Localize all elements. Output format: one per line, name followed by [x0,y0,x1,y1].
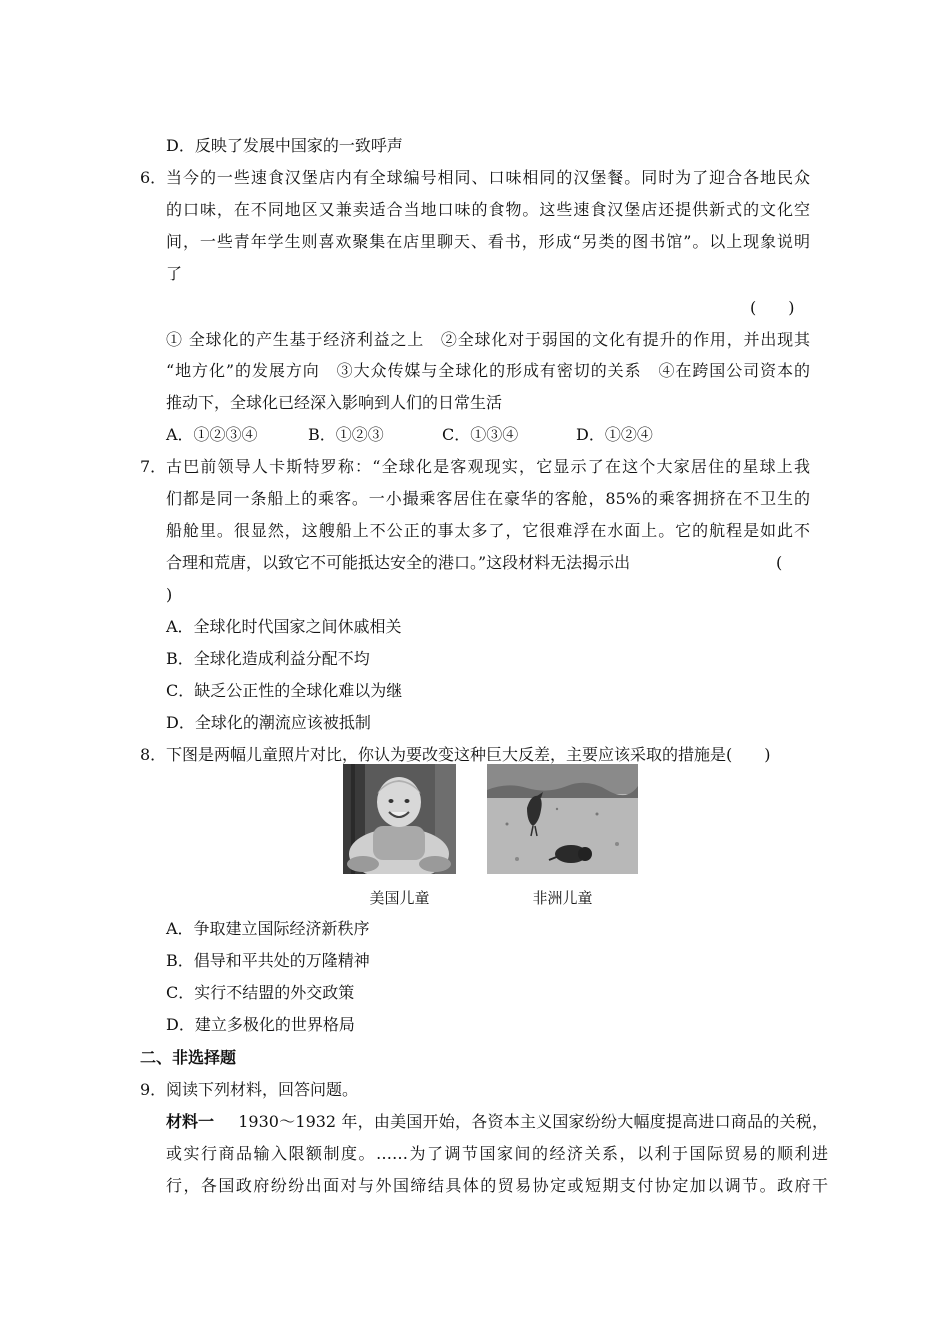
american-child-caption: 美国儿童 [369,889,430,907]
q6-option-c: C．①③④ [442,425,519,444]
q7-stem-line: 合理和荒唐，以致它不可能抵达安全的港口。”这段材料无法揭示出 [166,553,631,572]
q6-number: 6． [140,168,167,187]
q7-option-b: B．全球化造成利益分配不均 [166,649,370,668]
q7-option-c: C．缺乏公正性的全球化难以为继 [166,681,403,700]
q6-statement-line: ① 全球化的产生基于经济利益之上 ②全球化对于弱国的文化有提升的作用，并出现其 [166,330,810,349]
african-child-photo [487,764,638,874]
q9-material-line: 1930～1932 年，由美国开始，各资本主义国家纷纷大幅度提高进口商品的关税， [222,1112,828,1131]
q7-stem-line: 们都是同一条船上的乘客。一小撮乘客居住在豪华的客舱，85%的乘客拥挤在不卫生的 [166,489,810,508]
q6-option-d: D．①②④ [576,425,653,444]
q6-statement-line: 推动下，全球化已经深入影响到人们的日常生活 [166,393,503,412]
q9-number: 9． [140,1080,167,1099]
q7-option-d: D．全球化的潮流应该被抵制 [166,713,371,732]
q6-stem-line: 了 [166,264,183,283]
q8-option-b: B．倡导和平共处的万隆精神 [166,951,370,970]
q9-material-label: 材料一 [166,1112,215,1131]
q9-material-line: 行，各国政府纷纷出面对与外国缔结具体的贸易协定或短期支付协定加以调节。政府干 [166,1176,828,1195]
q7-number: 7． [140,457,167,476]
q7-stem-line: 古巴前领导人卡斯特罗称：“全球化是客观现实，它显示了在这个大家居住的星球上我 [166,457,810,476]
q9-stem: 阅读下列材料，回答问题。 [166,1080,359,1099]
q7-bracket-open: ( [776,553,783,572]
q6-option-b: B．①②③ [308,425,384,444]
q8-stem: 下图是两幅儿童照片对比，你认为要改变这种巨大反差，主要应该采取的措施是( ) [166,745,771,764]
q9-material-line: 或实行商品输入限额制度。……为了调节国家间的经济关系，以利于国际贸易的顺利进 [166,1144,828,1163]
section-title: 二、非选择题 [140,1048,237,1067]
q7-stem-line: 船舱里。很显然，这艘船上不公正的事太多了，它很难浮在水面上。它的航程是如此不 [166,521,810,540]
q8-option-d: D．建立多极化的世界格局 [166,1015,355,1034]
q6-stem-line: 当今的一些速食汉堡店内有全球编号相同、口味相同的汉堡餐。同时为了迎合各地民众 [166,168,810,187]
q5-option-d: D．反映了发展中国家的一致呼声 [166,136,403,155]
q6-statement-line: “地方化”的发展方向 ③大众传媒与全球化的形成有密切的关系 ④在跨国公司资本的 [166,361,810,380]
q8-option-a: A．争取建立国际经济新秩序 [166,919,370,938]
q7-option-a: A．全球化时代国家之间休戚相关 [166,617,402,636]
q6-stem-line: 间，一些青年学生则喜欢聚集在店里聊天、看书，形成“另类的图书馆”。以上现象说明 [166,232,810,251]
q6-stem-line: 的口味，在不同地区又兼卖适合当地口味的食物。这些速食汉堡店还提供新式的文化空 [166,200,810,219]
african-child-caption: 非洲儿童 [532,889,593,907]
q8-number: 8． [140,745,167,764]
q8-option-c: C．实行不结盟的外交政策 [166,983,355,1002]
american-child-photo [343,764,456,874]
q6-option-a: A．①②③④ [166,425,258,444]
q7-bracket-close: ) [166,585,173,604]
q6-answer-bracket: ( ) [750,298,795,317]
